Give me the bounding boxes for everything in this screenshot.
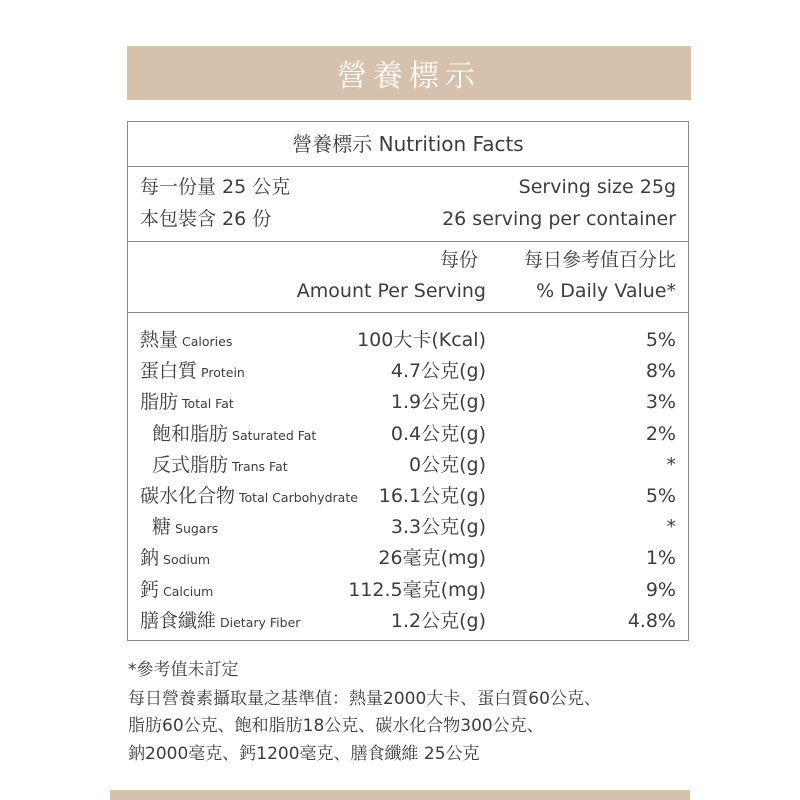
nutrient-name-zh: 碳水化合物 <box>140 485 236 507</box>
nutrient-name-zh: 脂肪 <box>140 391 179 414</box>
nutrient-daily-value: 9% <box>645 578 676 601</box>
note-reference-not-set: *參考值未訂定 <box>128 660 239 680</box>
nutrient-name <box>140 609 301 632</box>
nutrient-name-en: Trans Fat <box>232 458 288 474</box>
note-daily-basis-2: 脂肪60公克、飽和脂肪18公克、碳水化合物300公克、 <box>128 716 544 736</box>
daily-value-header-zh: 每日參考值百分比 <box>523 249 676 271</box>
nutrient-daily-value: 3% <box>645 391 676 414</box>
nutrient-amount: 0公克(g) <box>409 453 486 476</box>
nutrient-daily-value: 2% <box>645 422 676 445</box>
note-daily-basis-3: 鈉2000毫克、鈣1200毫克、膳食纖維 25公克 <box>128 744 480 764</box>
footer-bar <box>110 790 690 800</box>
nutrient-amount: 4.7公克(g) <box>390 360 486 383</box>
serving-size-zh: 每一份量 25 公克 <box>140 176 291 198</box>
nutrient-name <box>140 487 358 506</box>
table-title: 營養標示 Nutrition Facts <box>292 132 524 156</box>
per-serving-header-zh: 每份 <box>439 249 478 271</box>
nutrient-name-zh: 糖 <box>152 516 172 539</box>
nutrient-name <box>152 422 317 445</box>
nutrient-amount: 100大卡(Kcal) <box>357 329 486 351</box>
nutrient-amount: 112.5毫克(mg) <box>348 578 486 601</box>
nutrient-name-en: Total Carbohydrate <box>239 490 358 505</box>
nutrient-daily-value: 5% <box>645 329 676 351</box>
nutrient-name-zh: 膳食纖維 <box>140 609 217 632</box>
nutrient-amount: 26毫克(mg) <box>378 547 486 570</box>
nutrient-name-en: Calories <box>182 334 233 349</box>
divider <box>128 241 688 242</box>
nutrient-name-zh: 熱量 <box>140 329 179 351</box>
serving-size-en: Serving size 25g <box>518 176 676 198</box>
nutrient-name-zh: 鈣 <box>140 578 160 601</box>
nutrient-name <box>140 393 234 412</box>
note-daily-basis-1: 每日營養素攝取量之基準值：熱量2000大卡、蛋白質60公克、 <box>128 689 601 709</box>
divider <box>128 166 688 167</box>
nutrient-name <box>140 549 210 568</box>
nutrient-name-en: Saturated Fat <box>232 427 317 443</box>
nutrient-amount: 3.3公克(g) <box>390 516 486 539</box>
nutrient-name <box>152 518 218 537</box>
nutrition-facts-table <box>127 121 689 641</box>
nutrient-name <box>140 362 245 381</box>
nutrient-name-en: Calcium <box>163 583 214 599</box>
banner-title: 營養標示 <box>337 59 481 94</box>
nutrient-name-zh: 鈉 <box>140 547 160 570</box>
nutrient-amount: 1.2公克(g) <box>390 609 486 632</box>
nutrient-daily-value: 4.8% <box>627 609 676 632</box>
nutrient-daily-value: * <box>666 453 676 476</box>
servings-per-container-en: 26 serving per container <box>442 208 676 230</box>
nutrient-daily-value: 1% <box>645 547 676 570</box>
nutrient-name <box>140 578 214 601</box>
nutrient-name <box>152 453 288 476</box>
nutrient-name-en: Total Fat <box>182 396 234 412</box>
nutrient-name-zh: 反式脂肪 <box>152 453 229 476</box>
nutrient-name <box>140 331 232 350</box>
nutrient-amount: 1.9公克(g) <box>390 391 486 414</box>
nutrient-amount: 16.1公克(g) <box>378 485 486 507</box>
nutrient-daily-value: 5% <box>645 485 676 507</box>
nutrient-daily-value: 8% <box>645 360 676 383</box>
nutrient-daily-value: * <box>666 516 676 539</box>
daily-value-header-en: % Daily Value* <box>536 280 676 302</box>
nutrient-name-en: Sugars <box>175 521 219 537</box>
servings-per-container-zh: 本包裝含 26 份 <box>140 208 272 230</box>
page-title-banner <box>127 46 691 100</box>
divider <box>128 312 688 313</box>
nutrient-name-en: Dietary Fiber <box>220 614 301 630</box>
nutrient-name-zh: 飽和脂肪 <box>152 422 229 445</box>
nutrient-name-en: Protein <box>201 365 245 381</box>
nutrient-amount: 0.4公克(g) <box>390 422 486 445</box>
nutrient-name-zh: 蛋白質 <box>140 360 198 383</box>
nutrient-name-en: Sodium <box>163 552 211 568</box>
per-serving-header-en: Amount Per Serving <box>296 280 486 302</box>
